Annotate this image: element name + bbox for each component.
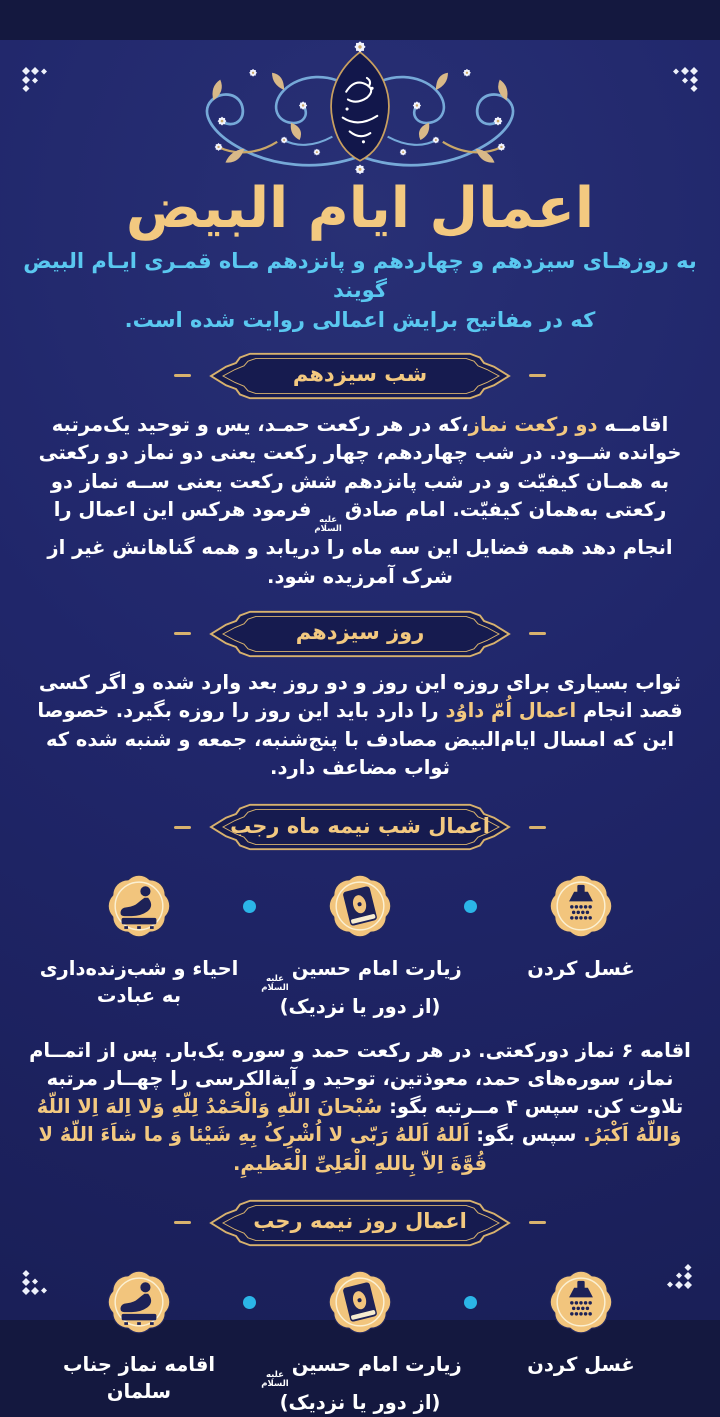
separator-dot bbox=[464, 1296, 477, 1309]
deed-label: اقامه نماز جناب سلمان bbox=[62, 1352, 216, 1403]
subtitle-line-2: که در مفاتیح برایش اعمالی روایت شده است. bbox=[124, 307, 596, 332]
badge-side-dash bbox=[529, 826, 546, 829]
text-run: ثواب بسیاری برای روزه این روز و دو روز بعد وارد شده و اگر کسی قصد انجام bbox=[38, 670, 683, 723]
deed-label: زیارت امام حسین علیه السلام (از دور یا نزدیک) bbox=[261, 1352, 462, 1414]
shower-icon bbox=[537, 862, 625, 950]
deed-label: غسل کردن bbox=[527, 957, 635, 981]
floral-arabesque-ornament bbox=[144, 40, 576, 178]
deed-item-night-worship bbox=[35, 862, 243, 1010]
calligraphy-medallion bbox=[331, 52, 389, 161]
paragraph-rajab-night bbox=[28, 1037, 692, 1178]
corner-diamond-cluster-icon bbox=[21, 1263, 54, 1296]
deed-item-ziyarat bbox=[256, 862, 464, 1021]
deed-label: زیارت امام حسین علیه السلام (از دور یا نزدیک) bbox=[261, 957, 462, 1018]
arabic-dhikr-text: اَللهُ اَللهُ رَبّی لا اُشْرِکُ بِهِ شَیْئا وَ ما شاَءَ اللّهُ لا قُوَّةَ اِلاّ بِاللهِ الْعَلِیِّ الْعَظیمِ. bbox=[38, 1123, 487, 1175]
badge-label: شب سیزدهم bbox=[292, 362, 428, 387]
ziyarat-book-icon bbox=[316, 862, 404, 950]
badge-side-dash bbox=[174, 826, 191, 829]
cartouche-badge bbox=[204, 802, 516, 852]
highlight-text: اعمال اُمّ داوُد bbox=[445, 699, 577, 723]
badge-side-dash bbox=[174, 632, 191, 635]
text-run: سپس بگو: bbox=[469, 1123, 584, 1147]
shower-icon bbox=[537, 1258, 625, 1346]
paragraph-night-13 bbox=[28, 411, 692, 591]
text-run: اقامه ۶ نماز دورکعتی. در هر رکعت حمد و سوره یک‌بار. پس از اتمــام نماز، سوره‌های حمد، معوذتین، توحید و آیة‌الکرسی را چهــار مرتبه تلاوت کن. سپس ۴ مــرتبه بگو: bbox=[29, 1038, 691, 1119]
icon-row-rajab-night bbox=[0, 862, 720, 1021]
alayhis-salam-honorific: علیه السلام bbox=[261, 974, 289, 994]
deed-item-ghusl bbox=[477, 1258, 685, 1379]
corner-diamond-cluster-icon bbox=[666, 66, 699, 99]
text-run: فرمود هرکس این اعمال را انجام دهد همه فضایل این سه ماه را دریابد و همه گناهانش غیر از شرک آمرزیده شود. bbox=[47, 497, 673, 588]
badge-night-13 bbox=[0, 351, 720, 401]
badge-side-dash bbox=[174, 1221, 191, 1224]
ziyarat-book-icon bbox=[316, 1258, 404, 1346]
subtitle-line-1: به روزهـای سیزدهم و چهاردهم و پانزدهم مـاه قمـری ایـام البیض گویند bbox=[23, 248, 697, 303]
badge-side-dash bbox=[529, 1221, 546, 1224]
deed-label: غسل کردن bbox=[527, 1352, 635, 1376]
badge-rajab-day bbox=[0, 1198, 720, 1248]
text-run: ،که در هر رکعت حمـد، یس و توحید یک‌مرتبه خوانده شــود. در شب چهاردهم، چهار رکعت یعنی دو نماز دو رکعتی به همـان کیفیّت و در شب پانزدهم شش رکعت یعنی ســه نماز دو رکعتی به‌همان کیفیّت. امام صادق bbox=[38, 412, 682, 521]
badge-label: اعمال شب نیمه ماه رجب bbox=[230, 813, 490, 838]
cartouche-badge bbox=[204, 351, 516, 401]
cartouche-badge bbox=[204, 1198, 516, 1248]
alayhis-salam-honorific: علیه السلام bbox=[261, 1369, 289, 1390]
corner-diamond-cluster-icon bbox=[660, 1257, 693, 1290]
page-subtitle bbox=[0, 247, 720, 335]
badge-side-dash bbox=[529, 632, 546, 635]
night-worship-icon bbox=[95, 862, 183, 950]
badge-label: اعمال روز نیمه رجب bbox=[253, 1209, 467, 1234]
badge-side-dash bbox=[529, 374, 546, 377]
arabic-dhikr-text: سُبْحانَ اللّهِ وَالْحَمْدُ لِلّهِ وَلا اِلهَ اِلا اللّهُ وَاللّهُ اَکْبَرُ. bbox=[36, 1095, 682, 1147]
cartouche-badge bbox=[204, 609, 516, 659]
badge-side-dash bbox=[174, 374, 191, 377]
page-title: اعمال ایام البیض bbox=[125, 176, 595, 241]
alayhis-salam-honorific: علیه السلام bbox=[314, 514, 342, 535]
icon-row-rajab-day bbox=[0, 1258, 720, 1417]
text-run: اقامــه bbox=[597, 412, 669, 436]
corner-diamond-cluster-icon bbox=[21, 66, 54, 99]
badge-day-13 bbox=[0, 609, 720, 659]
separator-dot bbox=[464, 900, 477, 913]
deed-label: احیاء و شب‌زنده‌داری به عبادت bbox=[39, 957, 239, 1007]
paragraph-day-13 bbox=[28, 669, 692, 782]
separator-dot bbox=[243, 900, 256, 913]
separator-dot bbox=[243, 1296, 256, 1309]
badge-label: روز سیزدهم bbox=[295, 620, 425, 645]
deed-item-salman-prayer bbox=[35, 1258, 243, 1406]
salman-prayer-icon bbox=[95, 1258, 183, 1346]
text-run: را دارد باید این روز را روزه بگیرد. خصوصا این که امسال ایام‌البیض مصادف با پنج‌شنبه، جمعه و شنبه شده که ثواب مضاعف دارد. bbox=[37, 699, 675, 779]
deed-item-ghusl bbox=[477, 862, 685, 983]
highlight-text: دو رکعت نماز bbox=[468, 412, 598, 436]
infographic-poster bbox=[0, 40, 720, 1414]
badge-rajab-night bbox=[0, 802, 720, 852]
deed-item-ziyarat bbox=[256, 1258, 464, 1417]
